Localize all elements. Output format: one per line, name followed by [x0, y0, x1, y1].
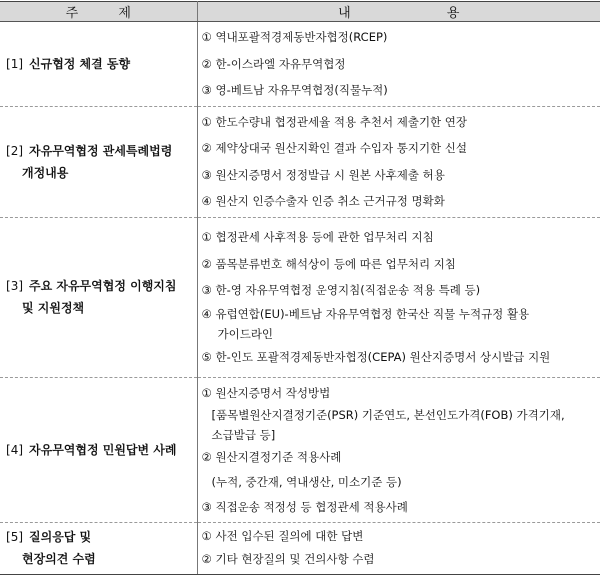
- list-item: ③ 직접운송 적정성 등 협정관세 적용사례: [202, 495, 600, 519]
- list-item-detail: (누적, 중간재, 역내생산, 미소기준 등): [202, 469, 600, 495]
- list-item: ① 한도수량내 협정관세율 적용 추천서 제출기한 연장: [202, 109, 600, 136]
- list-item: ② 기타 현장질의 및 건의사항 수렴: [202, 548, 600, 571]
- content-cell: [197, 106, 600, 217]
- topic-content-table: [0, 1, 600, 575]
- topic-label: 현장의견 수렴: [6, 548, 197, 570]
- list-item: ① 협정관세 사후적용 등에 관한 업무처리 지침: [202, 224, 600, 251]
- list-item: ③ 영-베트남 자유무역협정(직물누적): [202, 77, 600, 104]
- list-item: ③ 원산지증명서 정정발급 시 원본 사후제출 허용: [202, 162, 600, 189]
- table-row: [0, 217, 600, 377]
- list-item: ① 사전 입수된 질의에 대한 답변: [202, 525, 600, 548]
- content-cell: [197, 522, 600, 574]
- topic-label: 신규협정 체결 동향: [29, 57, 130, 71]
- table-row: [0, 377, 600, 522]
- topic-cell: [0, 106, 197, 217]
- list-item: ② 제약상대국 원산지확인 결과 수입자 통지기한 신설: [202, 135, 600, 162]
- topic-cell: [0, 522, 197, 574]
- list-item: ② 원산지결정기준 적용사례: [202, 445, 600, 469]
- topic-label: 개정내용: [6, 162, 197, 184]
- table-row: [0, 522, 600, 574]
- topic-cell: [0, 217, 197, 377]
- list-item: ① 역내포괄적경제동반자협정(RCEP): [202, 24, 600, 51]
- list-item: ⑤ 한-인도 포괄적경제동반자협정(CEPA) 원산지증명서 상시발급 지원: [202, 344, 600, 371]
- list-item: ④ 유럽연합(EU)-베트남 자유무역협정 한국산 직물 누적규정 활용: [202, 304, 600, 324]
- topic-number: [5]: [6, 530, 23, 544]
- topic-number: [1]: [6, 57, 23, 71]
- list-item: ④ 원산지 인증수출자 인증 취소 근거규정 명확화: [202, 188, 600, 215]
- content-cell: [197, 377, 600, 522]
- table-row: [0, 106, 600, 217]
- table-header-row: [0, 2, 600, 22]
- list-item: ② 한-이스라엘 자유무역협정: [202, 51, 600, 78]
- topic-cell: [0, 377, 197, 522]
- topic-label: 질의응답 및: [29, 530, 91, 544]
- topic-number: [2]: [6, 144, 23, 158]
- topic-cell: [0, 22, 197, 107]
- list-item-detail: 소급발급 등]: [202, 425, 600, 445]
- content-cell: [197, 22, 600, 107]
- list-item: ③ 한-영 자유무역협정 운영지침(직접운송 적용 특례 등): [202, 277, 600, 304]
- topic-label: 자유무역협정 관세특례법령: [29, 144, 172, 158]
- topic-label: 및 지원정책: [6, 297, 197, 319]
- content-cell: [197, 217, 600, 377]
- topic-number: [4]: [6, 443, 23, 457]
- list-item-continuation: 가이드라인: [202, 324, 600, 344]
- list-item: ① 원산지증명서 작성방법: [202, 381, 600, 405]
- topic-label: 자유무역협정 민원답변 사례: [29, 443, 176, 457]
- header-content: 내 용: [197, 2, 600, 22]
- table-row: [0, 22, 600, 107]
- list-item-detail: [품목별원산지결정기준(PSR) 기준연도, 본선인도가격(FOB) 가격기재,: [202, 405, 600, 425]
- topic-label: 주요 자유무역협정 이행지침: [29, 279, 176, 293]
- header-topic: 주 제: [0, 2, 197, 22]
- topic-number: [3]: [6, 279, 23, 293]
- list-item: ② 품목분류번호 해석상이 등에 따른 업무처리 지침: [202, 251, 600, 278]
